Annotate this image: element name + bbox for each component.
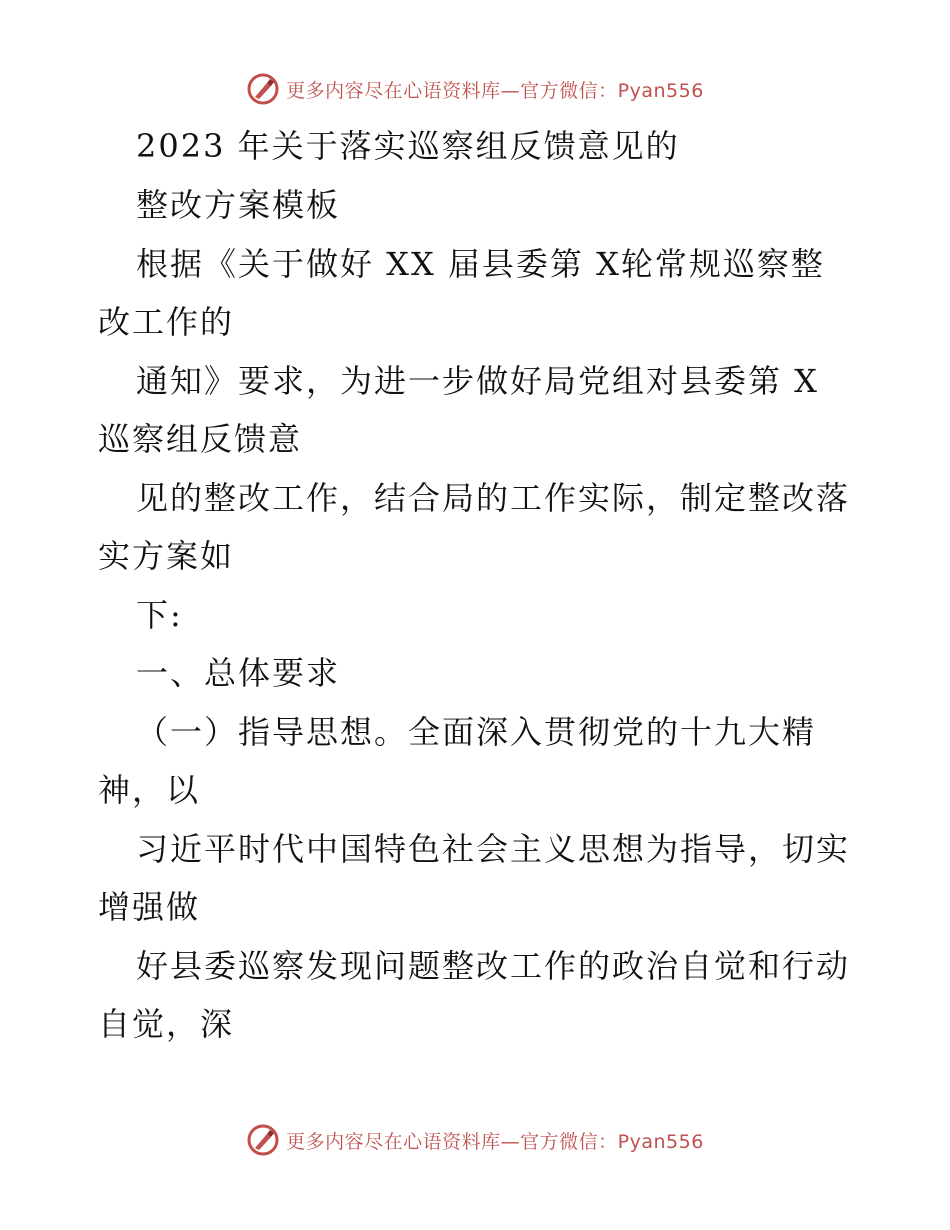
doc-title-line-2: 整改方案模板 [136, 186, 341, 224]
watermark-text: 更多内容尽在心语资料库—官方微信：Pyan556 [286, 1130, 704, 1153]
doc-paragraph-line: 见的整改工作，结合局的工作实际，制定整改落 [136, 479, 851, 517]
pen-logo-icon [246, 1123, 280, 1157]
doc-paragraph-line: 神，以 [98, 771, 201, 809]
doc-paragraph-line: 根据《关于做好 XX 届县委第 X轮常规巡察整 [136, 245, 825, 283]
doc-paragraph-line: 增强做 [98, 888, 201, 926]
doc-title-line-1: 2023 年关于落实巡察组反馈意见的 [136, 127, 680, 165]
doc-paragraph-line: 改工作的 [98, 303, 235, 341]
doc-paragraph-line: 巡察组反馈意 [98, 420, 303, 458]
watermark-text: 更多内容尽在心语资料库—官方微信：Pyan556 [286, 79, 704, 102]
section-heading: 一、总体要求 [136, 654, 341, 692]
doc-paragraph-line: 通知》要求，为进一步做好局党组对县委第 X [136, 362, 819, 400]
doc-paragraph-line: 自觉，深 [98, 1005, 235, 1043]
footer-watermark [0, 1123, 950, 1157]
doc-paragraph-line: 实方案如 [98, 537, 235, 575]
doc-paragraph-line: （一）指导思想。全面深入贯彻党的十九大精 [136, 713, 817, 751]
header-watermark [0, 72, 950, 106]
pen-logo-icon [246, 72, 280, 106]
doc-paragraph-line: 好县委巡察发现问题整改工作的政治自觉和行动 [136, 947, 851, 985]
doc-paragraph-line: 下: [136, 596, 183, 634]
doc-paragraph-line: 习近平时代中国特色社会主义思想为指导，切实 [136, 830, 851, 868]
